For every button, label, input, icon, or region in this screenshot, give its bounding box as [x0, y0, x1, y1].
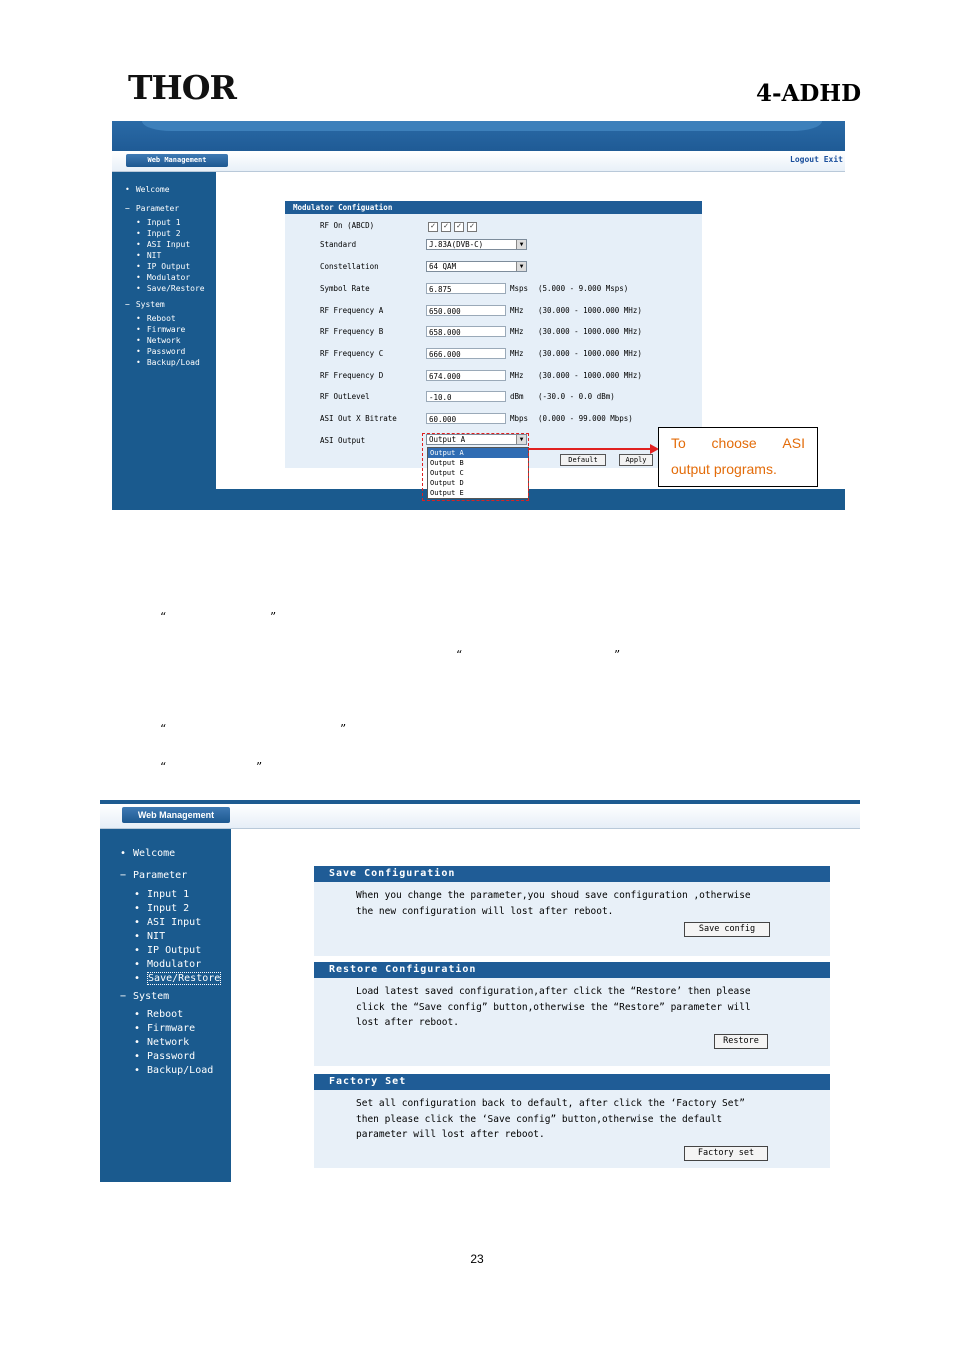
- sidebar-item-label: Password: [146, 347, 186, 356]
- open-quote: “: [456, 648, 463, 662]
- sidebar-item-label: Input 1: [147, 889, 190, 900]
- sidebar-bullet: •: [134, 931, 141, 942]
- sidebar-item[interactable]: [134, 931, 165, 942]
- sidebar: [100, 829, 231, 1182]
- sidebar-item-label: ASI Input: [147, 917, 202, 928]
- sidebar: [112, 172, 216, 510]
- sidebar-bullet: •: [136, 284, 141, 293]
- thor-logo: [128, 68, 244, 108]
- sidebar-bullet: •: [136, 218, 141, 227]
- close-quote: ”: [340, 722, 347, 736]
- footer-band: [216, 489, 845, 510]
- field-label: Symbol Rate: [320, 284, 370, 293]
- sidebar-item[interactable]: [136, 336, 181, 345]
- field-label: ASI Out X Bitrate: [320, 414, 397, 423]
- field-input[interactable]: 666.000: [426, 348, 506, 359]
- sidebar-item-label: Reboot: [146, 314, 176, 323]
- sidebar-bullet: •: [134, 889, 141, 900]
- dropdown-highlight: [422, 433, 529, 501]
- sidebar-item[interactable]: [134, 903, 189, 914]
- sidebar-bullet: •: [134, 1009, 141, 1020]
- sidebar-bullet: •: [136, 314, 141, 323]
- section-text: When you change the parameter,you shoud save configuration ,otherwise the new configuration will lost after reboot.: [356, 890, 751, 917]
- chevron-down-icon: ▼: [516, 262, 526, 271]
- sidebar-item[interactable]: [125, 300, 165, 309]
- field-unit: Mbps: [510, 414, 529, 423]
- sidebar-bullet: •: [136, 358, 141, 367]
- field-input[interactable]: 674.000: [426, 370, 506, 381]
- sidebar-bullet: •: [136, 325, 141, 334]
- logo-text: THOR: [128, 68, 236, 107]
- standard-select[interactable]: [426, 239, 527, 250]
- field-label: RF Frequency D: [320, 371, 384, 380]
- sidebar-item-label: System: [133, 991, 170, 1002]
- close-quote: ”: [614, 648, 621, 662]
- product-name: 4-ADHD: [756, 80, 862, 107]
- open-quote: “: [160, 610, 167, 624]
- sidebar-bullet: •: [136, 229, 141, 238]
- field-unit: Msps: [510, 284, 529, 293]
- field-label: RF OutLevel: [320, 392, 370, 401]
- field-unit: MHz: [510, 306, 524, 315]
- modulator-panel: [285, 201, 702, 468]
- field-label: RF Frequency C: [320, 349, 384, 358]
- field-range: (0.000 - 99.000 Mbps): [538, 414, 633, 423]
- sidebar-item-label: Modulator: [147, 959, 202, 970]
- sidebar-bullet: •: [134, 1037, 141, 1048]
- callout-word: choose: [711, 435, 757, 451]
- chevron-down-icon: ▼: [516, 435, 526, 444]
- sidebar-bullet: •: [134, 903, 141, 914]
- sidebar-item-label: IP Output: [146, 262, 191, 271]
- logout-exit-link[interactable]: Logout Exit: [790, 155, 843, 164]
- rf-on-b-checkbox[interactable]: ✓: [441, 222, 451, 232]
- section-title: Restore Configuration: [314, 962, 830, 978]
- sidebar-item[interactable]: [136, 284, 205, 293]
- sidebar-item-label: Parameter: [133, 870, 188, 881]
- sidebar-item[interactable]: [136, 273, 190, 282]
- sidebar-item[interactable]: [136, 229, 181, 238]
- sidebar-bullet: •: [134, 959, 141, 970]
- field-unit: dBm: [510, 392, 524, 401]
- dropdown-option[interactable]: Output A: [428, 448, 528, 458]
- sidebar-bullet: •: [134, 1051, 141, 1062]
- sidebar-item-label: Save/Restore: [146, 284, 205, 293]
- sidebar-item[interactable]: [120, 848, 175, 859]
- sidebar-item-label: Save/Restore: [148, 973, 221, 984]
- sidebar-item[interactable]: [125, 204, 179, 213]
- constellation-value: 64 QAM: [429, 262, 457, 271]
- callout-line: output programs.: [671, 461, 777, 477]
- asi-output-value: Output A: [429, 435, 466, 444]
- sidebar-item[interactable]: [120, 991, 169, 1002]
- sidebar-item[interactable]: [134, 917, 201, 928]
- close-quote: ”: [256, 760, 263, 774]
- page-number: 23: [470, 1252, 484, 1266]
- sidebar-item[interactable]: [134, 1065, 213, 1076]
- field-range: (5.000 - 9.000 Msps): [538, 284, 629, 293]
- rf-on-a-checkbox[interactable]: ✓: [428, 222, 438, 232]
- sidebar-item-label: Password: [147, 1051, 196, 1062]
- sidebar-item-label: System: [135, 300, 165, 309]
- tab-row: [100, 804, 860, 829]
- save-config-button[interactable]: Save config: [684, 922, 770, 937]
- tab-web-management[interactable]: Web Management: [122, 807, 230, 823]
- sidebar-item-label: Backup/Load: [146, 358, 200, 367]
- config-section: [314, 1074, 830, 1168]
- field-input[interactable]: 650.000: [426, 305, 506, 316]
- sidebar-bullet: •: [125, 185, 130, 194]
- sidebar-item[interactable]: [134, 945, 201, 956]
- sidebar-item[interactable]: [125, 185, 170, 194]
- field-range: (30.000 - 1000.000 MHz): [538, 371, 642, 380]
- sidebar-bullet: •: [134, 917, 141, 928]
- sidebar-item[interactable]: [136, 251, 161, 260]
- sidebar-item-label: Parameter: [135, 204, 180, 213]
- callout-box: [658, 427, 818, 487]
- field-input[interactable]: 6.875: [426, 283, 506, 294]
- header-band: [112, 121, 845, 151]
- field-unit: MHz: [510, 349, 524, 358]
- sidebar-item[interactable]: [136, 358, 200, 367]
- sidebar-bullet: −: [120, 870, 127, 881]
- chevron-down-icon: ▼: [516, 240, 526, 249]
- dropdown-option[interactable]: Output D: [430, 479, 464, 487]
- sidebar-item-label: Network: [147, 1037, 190, 1048]
- dropdown-option[interactable]: Output C: [430, 469, 464, 477]
- sidebar-item-label: Firmware: [146, 325, 186, 334]
- sidebar-item[interactable]: [134, 1023, 195, 1034]
- sidebar-item-label: NIT: [147, 931, 166, 942]
- sidebar-item-label: Input 1: [146, 218, 181, 227]
- section-text: Load latest saved configuration,after click the “Restore’ then please click the “Save config” button,otherwise the “Restore” parameter will lost after reboot.: [356, 986, 751, 1028]
- sidebar-item-label: ASI Input: [146, 240, 191, 249]
- dropdown-option[interactable]: Output E: [430, 489, 464, 497]
- rf-on-d-checkbox[interactable]: ✓: [467, 222, 477, 232]
- sidebar-item[interactable]: [136, 240, 190, 249]
- restore-button[interactable]: Restore: [714, 1034, 768, 1049]
- open-quote: “: [160, 722, 167, 736]
- panel-title: Modulator Configuation: [285, 201, 702, 214]
- sidebar-item-label: Input 2: [146, 229, 181, 238]
- sidebar-item-label: Reboot: [147, 1009, 184, 1020]
- field-range: (30.000 - 1000.000 MHz): [538, 306, 642, 315]
- sidebar-item-label: Welcome: [135, 185, 170, 194]
- sidebar-item[interactable]: [134, 889, 189, 900]
- constellation-select[interactable]: [426, 261, 527, 272]
- field-input[interactable]: 60.000: [426, 413, 506, 424]
- sidebar-bullet: •: [134, 945, 141, 956]
- section-text: Set all configuration back to default, after click the ‘Factory Set” then please click the ‘Save config” button,otherwise the default parameter will lost after reboot.: [356, 1098, 745, 1140]
- open-quote: “: [160, 760, 167, 774]
- default-button[interactable]: Default: [560, 454, 606, 466]
- sidebar-item[interactable]: [136, 218, 181, 227]
- sidebar-item[interactable]: [136, 347, 185, 356]
- sidebar-bullet: −: [125, 204, 130, 213]
- sidebar-item[interactable]: [134, 973, 221, 984]
- section-title: Factory Set: [314, 1074, 830, 1090]
- field-unit: MHz: [510, 327, 524, 336]
- sidebar-item[interactable]: [136, 262, 190, 271]
- sidebar-item-label: Welcome: [133, 848, 176, 859]
- rf-on-c-checkbox[interactable]: ✓: [454, 222, 464, 232]
- sidebar-item-label: Input 2: [147, 903, 190, 914]
- sidebar-bullet: •: [120, 848, 127, 859]
- field-range: (30.000 - 1000.000 MHz): [538, 349, 642, 358]
- sidebar-item-label: IP Output: [147, 945, 202, 956]
- sidebar-bullet: •: [136, 347, 141, 356]
- sidebar-item[interactable]: [120, 870, 187, 881]
- sidebar-bullet: −: [120, 991, 127, 1002]
- callout-word: To: [671, 435, 686, 451]
- close-quote: ”: [270, 610, 277, 624]
- sidebar-bullet: •: [134, 1065, 141, 1076]
- tab-web-management[interactable]: Web Management: [126, 154, 228, 167]
- config-section: [314, 866, 830, 956]
- sidebar-bullet: •: [136, 251, 141, 260]
- field-input[interactable]: -10.0: [426, 391, 506, 402]
- sidebar-bullet: •: [136, 240, 141, 249]
- sidebar-item-label: Network: [146, 336, 181, 345]
- sidebar-bullet: •: [136, 262, 141, 271]
- dropdown-option[interactable]: Output B: [430, 459, 464, 467]
- rf-on-label: RF On (ABCD): [320, 221, 375, 230]
- sidebar-bullet: •: [136, 273, 141, 282]
- field-range: (-30.0 - 0.0 dBm): [538, 392, 615, 401]
- sidebar-item[interactable]: [136, 325, 185, 334]
- sidebar-item-label: NIT: [146, 251, 162, 260]
- sidebar-item[interactable]: [136, 314, 176, 323]
- sidebar-item-label: Backup/Load: [147, 1065, 214, 1076]
- callout-arrow-line: [528, 448, 652, 450]
- sidebar-item-label: Firmware: [147, 1023, 196, 1034]
- field-unit: MHz: [510, 371, 524, 380]
- field-label: RF Frequency B: [320, 327, 384, 336]
- field-range: (30.000 - 1000.000 MHz): [538, 327, 642, 336]
- field-input[interactable]: 658.000: [426, 326, 506, 337]
- config-section: [314, 962, 830, 1066]
- callout-word: ASI: [782, 435, 805, 451]
- save-restore-screenshot: [100, 800, 860, 1182]
- sidebar-bullet: −: [125, 300, 130, 309]
- sidebar-item[interactable]: [134, 959, 201, 970]
- standard-value: J.83A(DVB-C): [429, 240, 484, 249]
- sidebar-item[interactable]: [134, 1009, 183, 1020]
- field-label: RF Frequency A: [320, 306, 384, 315]
- sidebar-item-label: Modulator: [146, 273, 191, 282]
- section-title: Save Configuration: [314, 866, 830, 882]
- constellation-label: Constellation: [320, 262, 379, 271]
- sidebar-bullet: •: [136, 336, 141, 345]
- apply-button[interactable]: Apply: [619, 454, 653, 466]
- sidebar-item[interactable]: [134, 1037, 189, 1048]
- sidebar-item[interactable]: [134, 1051, 195, 1062]
- asi-output-label: ASI Output: [320, 436, 366, 445]
- standard-label: Standard: [320, 240, 357, 249]
- tab-row: [112, 151, 845, 172]
- sidebar-bullet: •: [134, 973, 141, 984]
- factory-set-button[interactable]: Factory set: [684, 1146, 768, 1161]
- sidebar-bullet: •: [134, 1023, 141, 1034]
